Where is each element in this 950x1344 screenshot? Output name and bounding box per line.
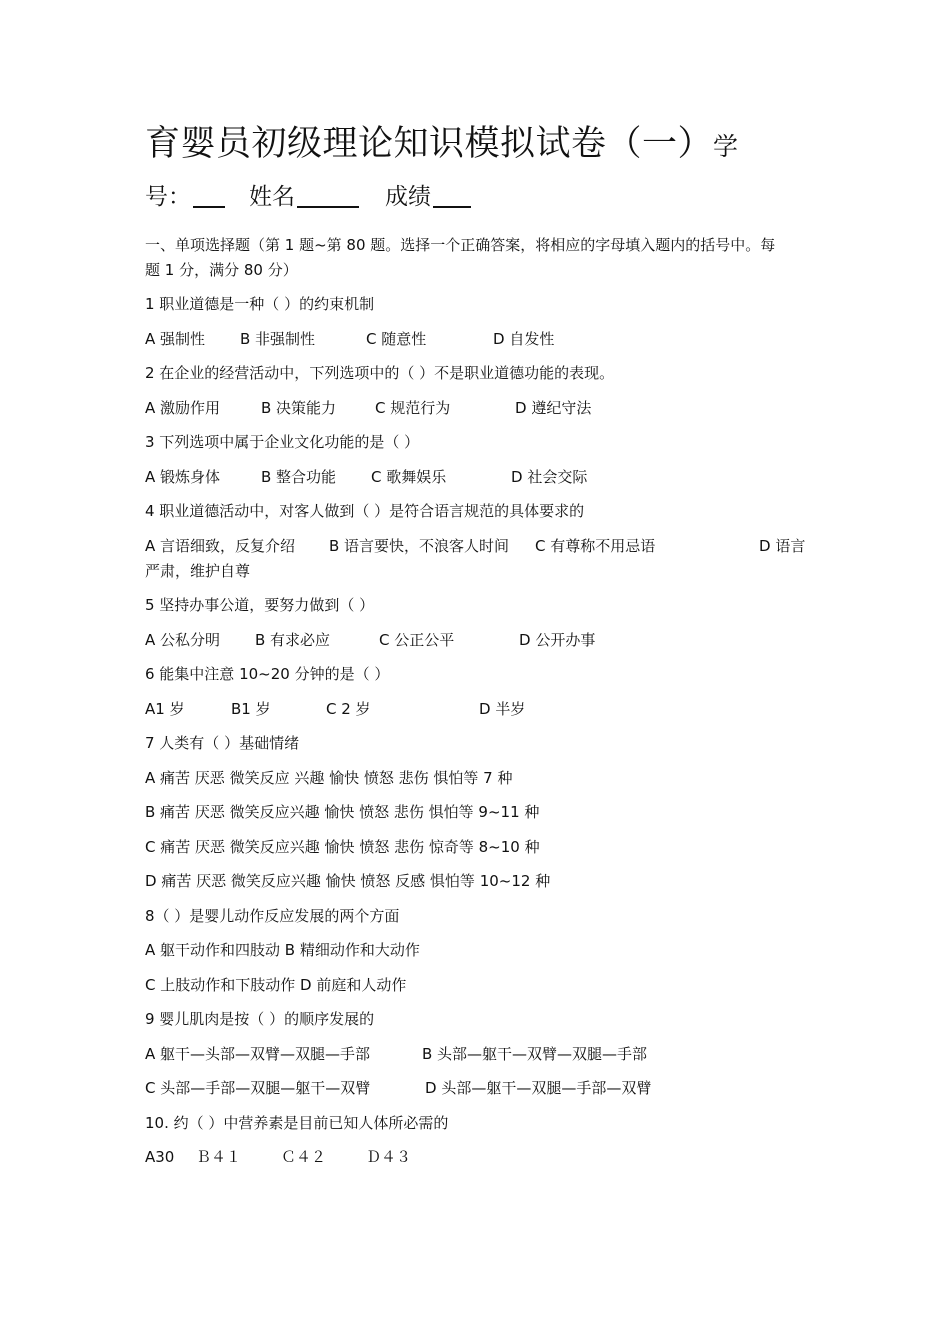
option-7c: C 痛苦 厌恶 微笑反应兴趣 愉快 愤怒 悲伤 惊奇等 8~10 种	[145, 838, 540, 856]
question-2: 2 在企业的经营活动中，下列选项中的（ ）不是职业道德功能的表现。	[145, 364, 615, 382]
option-9b: B 头部—躯干—双臂—双腿—手部	[422, 1045, 648, 1063]
option-1c: C 随意性	[366, 330, 427, 348]
option-2d: D 遵纪守法	[515, 399, 592, 417]
option-1a: A 强制性	[145, 330, 206, 348]
option-4c: C 有尊称不用忌语	[535, 537, 656, 555]
question-6: 6 能集中注意 10~20 分钟的是（ ）	[145, 665, 390, 683]
student-name-blank	[297, 180, 359, 208]
option-2c: C 规范行为	[375, 399, 451, 417]
option-3a: A 锻炼身体	[145, 468, 221, 486]
option-3b: B 整合功能	[261, 468, 337, 486]
exam-title-main: 育婴员初级理论知识模拟试卷（一）	[145, 124, 714, 164]
option-5c: C 公正公平	[379, 631, 455, 649]
question-3: 3 下列选项中属于企业文化功能的是（ ）	[145, 433, 420, 451]
exam-title-xue: 学	[713, 132, 739, 161]
option-3d: D 社会交际	[511, 468, 588, 486]
student-number-label: 号：	[145, 184, 191, 210]
option-5d: D 公开办事	[519, 631, 596, 649]
question-1: 1 职业道德是一种（ ）的约束机制	[145, 295, 375, 313]
option-10c: Ｃ４２	[281, 1148, 327, 1166]
option-3c: C 歌舞娱乐	[371, 468, 447, 486]
option-9d: D 头部—躯干—双腿—手部—双臂	[425, 1079, 652, 1097]
option-1d: D 自发性	[493, 330, 555, 348]
score-label: 成绩	[385, 184, 431, 210]
score-blank	[433, 180, 471, 208]
option-9c: C 头部—手部—双腿—躯干—双臂	[145, 1079, 371, 1097]
option-7a: A 痛苦 厌恶 微笑反应 兴趣 愉快 愤怒 悲伤 惧怕等 7 种	[145, 769, 513, 787]
question-7: 7 人类有（ ）基础情绪	[145, 734, 300, 752]
option-6d: D 半岁	[479, 700, 526, 718]
student-name-label: 姓名	[249, 184, 295, 210]
options-8-row1: A 躯干动作和四肢动 B 精细动作和大动作	[145, 941, 420, 959]
question-9: 9 婴儿肌肉是按（ ）的顺序发展的	[145, 1010, 375, 1028]
option-4b: B 语言要快，不浪客人时间	[329, 537, 510, 555]
option-7d: D 痛苦 厌恶 微笑反应兴趣 愉快 愤怒 反感 惧怕等 10~12 种	[145, 872, 551, 890]
option-5a: A 公私分明	[145, 631, 221, 649]
option-2a: A 激励作用	[145, 399, 221, 417]
option-5b: B 有求必应	[255, 631, 331, 649]
question-10: 10. 约（ ）中营养素是目前已知人体所必需的	[145, 1114, 449, 1132]
options-4-continued: 严肃，维护自尊	[145, 562, 251, 580]
option-6c: C 2 岁	[326, 700, 371, 718]
student-number-blank	[193, 180, 225, 208]
option-1b: B 非强制性	[240, 330, 316, 348]
section-heading-line1: 一、单项选择题（第 1 题~第 80 题。选择一个正确答案，将相应的字母填入题内的括号中。每	[145, 236, 776, 254]
question-8: 8（ ）是婴儿动作反应发展的两个方面	[145, 907, 400, 925]
option-6a: A1 岁	[145, 700, 185, 718]
question-4: 4 职业道德活动中，对客人做到（ ）是符合语言规范的具体要求的	[145, 502, 585, 520]
option-7b: B 痛苦 厌恶 微笑反应兴趣 愉快 愤怒 悲伤 惧怕等 9~11 种	[145, 803, 540, 821]
section-heading-line2: 题 1 分，满分 80 分）	[145, 261, 298, 279]
option-6b: B1 岁	[231, 700, 271, 718]
exam-title	[145, 122, 810, 169]
option-10a: A30	[145, 1148, 175, 1166]
question-5: 5 坚持办事公道，要努力做到（ ）	[145, 596, 375, 614]
option-2b: B 决策能力	[261, 399, 337, 417]
options-8-row2: C 上肢动作和下肢动作 D 前庭和人动作	[145, 976, 407, 994]
option-10d: Ｄ４３	[366, 1148, 412, 1166]
student-info-line	[145, 180, 471, 214]
option-4a: A 言语细致，反复介绍	[145, 537, 296, 555]
option-9a: A 躯干—头部—双臂—双腿—手部	[145, 1045, 371, 1063]
option-10b: Ｂ４１	[196, 1148, 242, 1166]
option-4d: D 语言	[759, 537, 806, 555]
